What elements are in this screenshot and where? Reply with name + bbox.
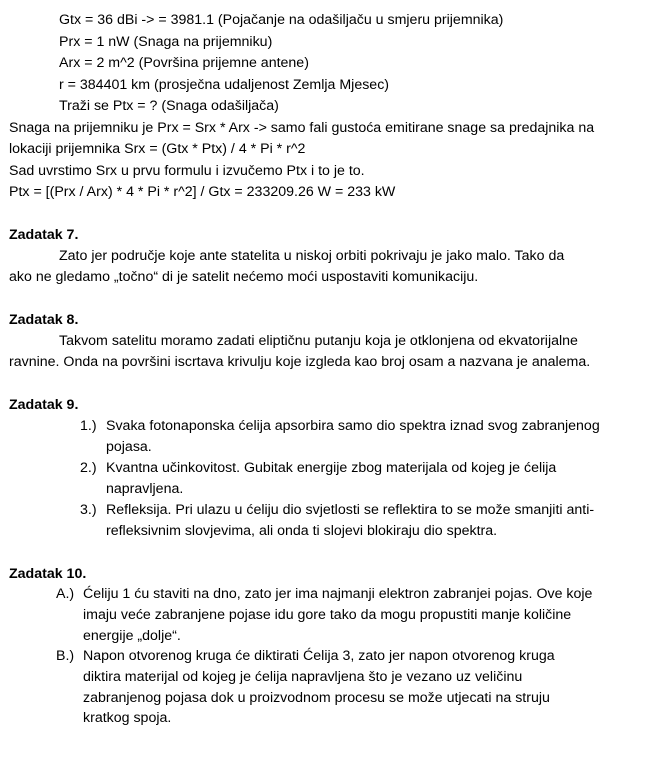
list-item-text: refleksivnim slovjevima, ali onda ti slojevi blokiraju dio spektra. [106, 522, 498, 539]
list-item-number: 3.) [80, 502, 97, 518]
z8-line-2: ravnine. Onda na površini iscrtava krivulju koje izgleda kao broj osam a nazvana je analema. [9, 354, 591, 370]
heading-zadatak-8: Zadatak 8. [9, 312, 79, 328]
list-item-text: Refleksija. Pri ulazu u ćeliju dio svjetlosti se reflektira to se može smanjiti anti- [106, 502, 595, 518]
given-arx: Arx = 2 m^2 (Površina prijemne antene) [59, 55, 309, 71]
given-ptx: Traži se Ptx = ? (Snaga odašiljača) [59, 98, 279, 114]
list-item-number: 2.) [80, 460, 97, 476]
calc-line-2: lokaciji prijemnika Srx = (Gtx * Ptx) / 4 * Pi * r^2 [9, 141, 306, 157]
z8-line-1: Takvom satelitu moramo zadati eliptičnu putanju koja je otklonjena od ekvatorijalne [59, 333, 578, 349]
list-item-number: B.) [56, 648, 75, 664]
list-item-number: A.) [56, 586, 75, 602]
heading-zadatak-9: Zadatak 9. [9, 397, 79, 413]
list-item-text: pojasa. [106, 438, 152, 455]
calc-line-3: Sad uvrstimo Srx u prvu formulu i izvučemo Ptx i to je to. [9, 163, 365, 179]
list-item-text: kratkog spoja. [83, 710, 172, 727]
list-item-text: Ćeliju 1 ću staviti na dno, zato jer ima najmanji elektron zabranjei pojas. Ove koje [83, 586, 593, 602]
list-item-text: Napon otvorenog kruga će diktirati Ćelija 3, zato jer napon otvorenog kruga [83, 648, 555, 664]
given-prx: Prx = 1 nW (Snaga na prijemniku) [59, 34, 273, 50]
heading-zadatak-10: Zadatak 10. [9, 566, 87, 582]
list-item-text: imaju veće zabranjene pojase idu gore tako da mogu propustiti manje količine [83, 606, 572, 623]
calc-line-1: Snaga na prijemniku je Prx = Srx * Arx -> samo fali gustoća emitirane snage sa predajnika na [9, 120, 595, 136]
list-item-text: zabranjenog pojasa dok u proizvodnom procesu se može utjecati na struju [83, 689, 550, 706]
list-item-text: napravljena. [106, 480, 184, 497]
heading-zadatak-7: Zadatak 7. [9, 227, 79, 243]
z7-line-1: Zato jer područje koje ante statelita u niskoj orbiti pokrivaju je jako malo. Tako da [59, 248, 565, 264]
given-r: r = 384401 km (prosječna udaljenost Zemlja Mjesec) [59, 77, 390, 93]
calc-line-4: Ptx = [(Prx / Arx) * 4 * Pi * r^2] / Gtx = 233209.26 W = 233 kW [9, 184, 396, 200]
given-gtx: Gtx = 36 dBi -> = 3981.1 (Pojačanje na odašiljaču u smjeru prijemnika) [59, 12, 504, 28]
list-item-text: Svaka fotonaponska ćelija apsorbira samo dio spektra iznad svog zabranjenog [106, 418, 600, 434]
list-item-text: energije „dolje“. [83, 627, 181, 644]
z7-line-2: ako ne gledamo „točno“ di je satelit nećemo moći uspostaviti komunikaciju. [9, 269, 479, 285]
list-item-number: 1.) [80, 418, 97, 434]
list-item-text: diktira materijal od kojeg je ćelija napravljena što je vezano uz veličinu [83, 668, 523, 685]
list-item-text: Kvantna učinkovitost. Gubitak energije zbog materijala od kojeg je ćelija [106, 460, 557, 476]
